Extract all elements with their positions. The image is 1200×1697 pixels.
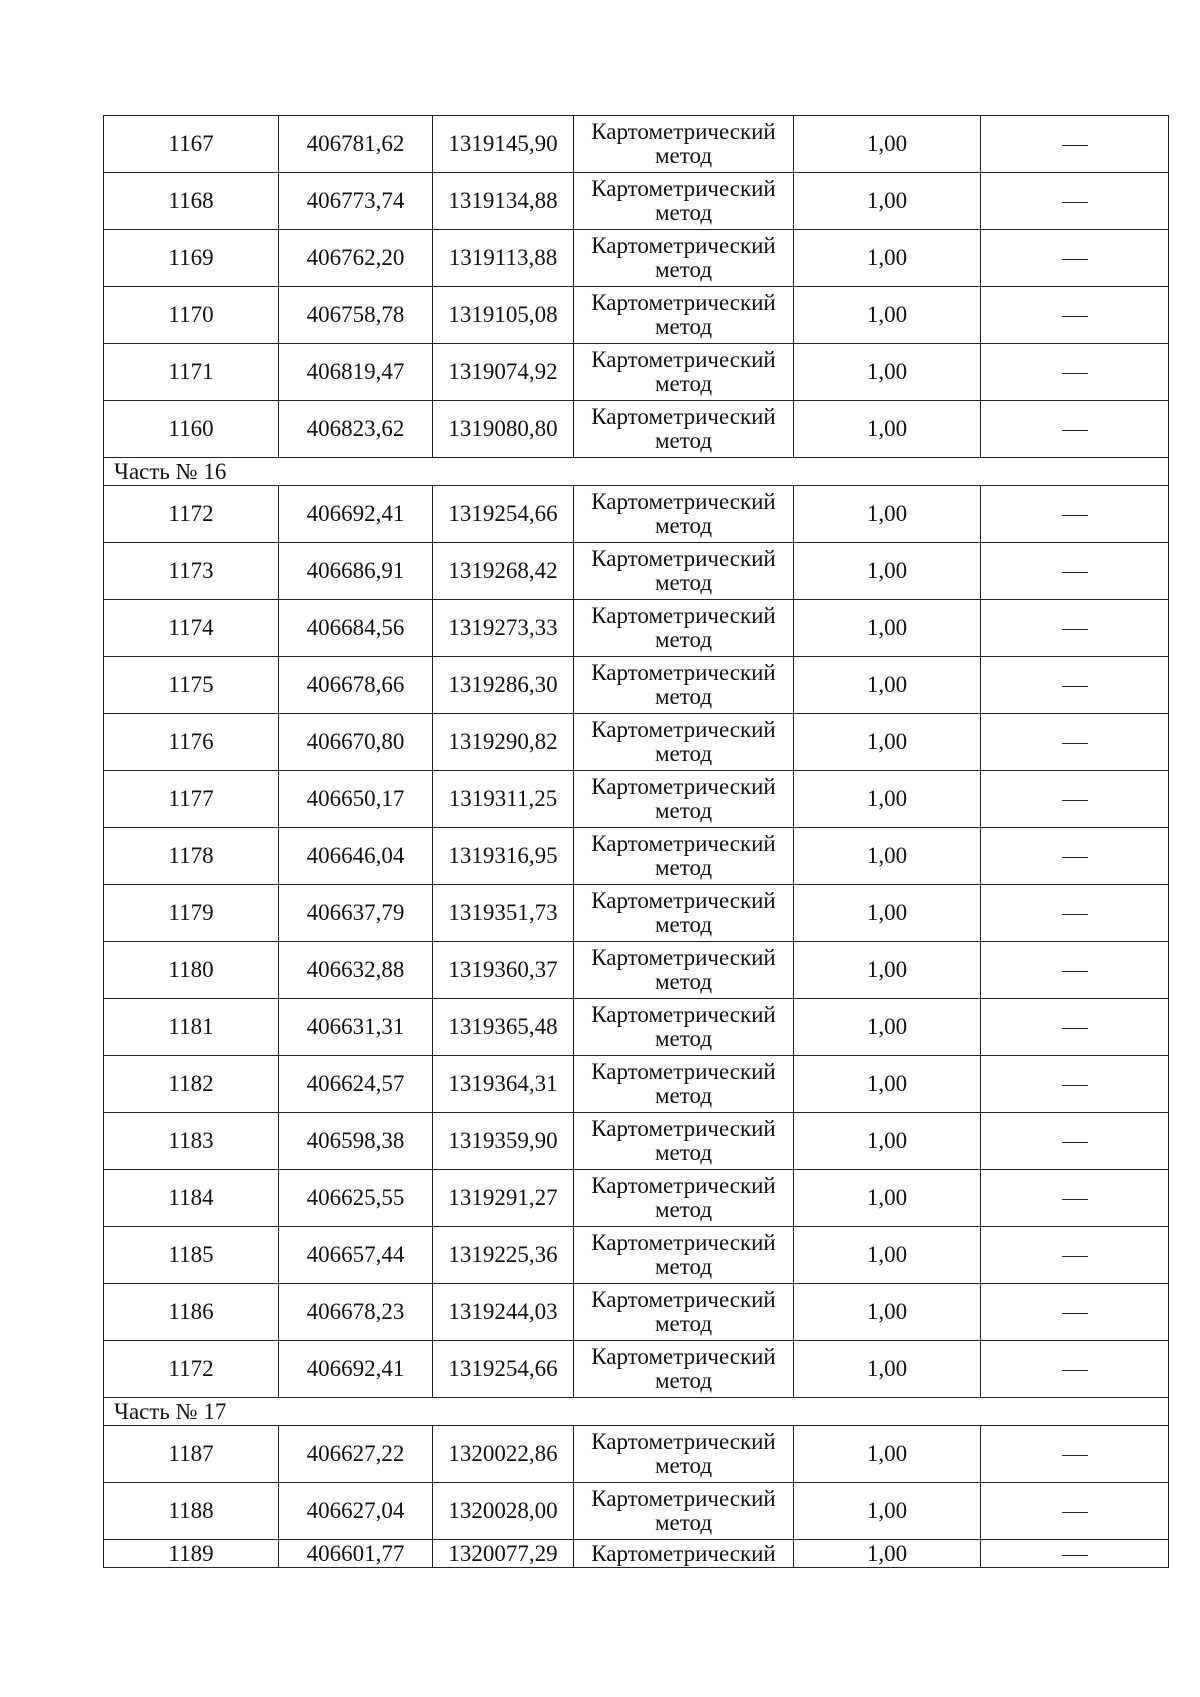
accuracy-cell: 1,00 (794, 885, 981, 942)
dash-icon (1062, 1199, 1088, 1200)
y-coordinate-cell: 1319225,36 (433, 1227, 574, 1284)
method-line-2: метод (654, 1026, 713, 1051)
table-row (104, 942, 1169, 999)
table-row (104, 173, 1169, 230)
description-cell (981, 942, 1169, 999)
method-line-2: метод (654, 570, 713, 595)
method-line-1: Картометрический (591, 404, 776, 429)
point-number-cell: 1172 (104, 486, 279, 543)
dash-icon (1062, 857, 1088, 858)
accuracy-cell: 1,00 (794, 1170, 981, 1227)
method-line-1: Картометрический (591, 717, 776, 742)
method-cell (574, 344, 794, 401)
accuracy-cell: 1,00 (794, 543, 981, 600)
point-number-cell: 1172 (104, 1341, 279, 1398)
accuracy-cell: 1,00 (794, 344, 981, 401)
accuracy-cell: 1,00 (794, 942, 981, 999)
x-coordinate-cell: 406598,38 (279, 1113, 433, 1170)
method-line-2: метод (654, 257, 713, 282)
method-line-2: метод (654, 912, 713, 937)
method-line-1: Картометрический (591, 1486, 776, 1511)
y-coordinate-cell: 1319080,80 (433, 401, 574, 458)
y-coordinate-cell: 1319105,08 (433, 287, 574, 344)
x-coordinate-cell: 406646,04 (279, 828, 433, 885)
method-line-2: метод (654, 1140, 713, 1165)
method-line-2: метод (654, 513, 713, 538)
point-number-cell: 1170 (104, 287, 279, 344)
x-coordinate-cell: 406819,47 (279, 344, 433, 401)
point-number-cell: 1183 (104, 1113, 279, 1170)
accuracy-cell: 1,00 (794, 401, 981, 458)
dash-icon (1062, 914, 1088, 915)
y-coordinate-cell: 1319365,48 (433, 999, 574, 1056)
x-coordinate-cell: 406762,20 (279, 230, 433, 287)
table-row (104, 999, 1169, 1056)
method-line-1: Картометрический (591, 1344, 776, 1369)
y-coordinate-cell: 1319254,66 (433, 486, 574, 543)
method-line-2: метод (654, 1254, 713, 1279)
part-label: Часть № 16 (104, 458, 1169, 486)
description-cell (981, 173, 1169, 230)
y-coordinate-cell: 1319291,27 (433, 1170, 574, 1227)
method-line-1: Картометрический (591, 290, 776, 315)
method-line-2: метод (654, 143, 713, 168)
accuracy-cell: 1,00 (794, 828, 981, 885)
dash-icon (1062, 1085, 1088, 1086)
x-coordinate-cell: 406686,91 (279, 543, 433, 600)
x-coordinate-cell: 406627,22 (279, 1426, 433, 1483)
table-row (104, 1426, 1169, 1483)
table-row (104, 230, 1169, 287)
point-number-cell: 1175 (104, 657, 279, 714)
description-cell (981, 1284, 1169, 1341)
point-number-cell: 1177 (104, 771, 279, 828)
y-coordinate-cell: 1319134,88 (433, 173, 574, 230)
accuracy-cell: 1,00 (794, 657, 981, 714)
method-cell (574, 1227, 794, 1284)
method-line-1: Картометрический (591, 176, 776, 201)
point-number-cell: 1179 (104, 885, 279, 942)
method-line-1: Картометрический (591, 831, 776, 856)
table-row (104, 116, 1169, 173)
method-cell (574, 1170, 794, 1227)
x-coordinate-cell: 406632,88 (279, 942, 433, 999)
method-line-2: метод (654, 314, 713, 339)
y-coordinate-cell: 1319145,90 (433, 116, 574, 173)
x-coordinate-cell: 406650,17 (279, 771, 433, 828)
x-coordinate-cell: 406678,23 (279, 1284, 433, 1341)
accuracy-cell: 1,00 (794, 1341, 981, 1398)
method-line-2: метод (654, 1083, 713, 1108)
method-line-1: Картометрический (591, 1287, 776, 1312)
accuracy-cell: 1,00 (794, 1540, 981, 1568)
y-coordinate-cell: 1320028,00 (433, 1483, 574, 1540)
x-coordinate-cell: 406781,62 (279, 116, 433, 173)
dash-icon (1062, 1313, 1088, 1314)
table-row (104, 1227, 1169, 1284)
method-cell (574, 657, 794, 714)
part-header-row (104, 1398, 1169, 1426)
method-line-1: Картометрический (591, 603, 776, 628)
method-cell (574, 771, 794, 828)
method-line-2: метод (654, 200, 713, 225)
description-cell (981, 828, 1169, 885)
dash-icon (1062, 800, 1088, 801)
method-line-2: метод (654, 1510, 713, 1535)
dash-icon (1062, 1455, 1088, 1456)
y-coordinate-cell: 1320022,86 (433, 1426, 574, 1483)
x-coordinate-cell: 406684,56 (279, 600, 433, 657)
dash-icon (1062, 259, 1088, 260)
point-number-cell: 1171 (104, 344, 279, 401)
y-coordinate-cell: 1319113,88 (433, 230, 574, 287)
method-cell (574, 1284, 794, 1341)
table-row (104, 543, 1169, 600)
method-line-1: Картометрический (591, 888, 776, 913)
y-coordinate-cell: 1319359,90 (433, 1113, 574, 1170)
method-cell (574, 1341, 794, 1398)
x-coordinate-cell: 406823,62 (279, 401, 433, 458)
x-coordinate-cell: 406625,55 (279, 1170, 433, 1227)
table-row (104, 714, 1169, 771)
point-number-cell: 1186 (104, 1284, 279, 1341)
x-coordinate-cell: 406624,57 (279, 1056, 433, 1113)
dash-icon (1062, 202, 1088, 203)
dash-icon (1062, 430, 1088, 431)
table-row (104, 1341, 1169, 1398)
method-line-1: Картометрический (591, 489, 776, 514)
method-line-1: Картометрический (591, 119, 776, 144)
point-number-cell: 1169 (104, 230, 279, 287)
method-cell (574, 401, 794, 458)
y-coordinate-cell: 1319254,66 (433, 1341, 574, 1398)
description-cell (981, 116, 1169, 173)
method-line-1: Картометрический (591, 945, 776, 970)
table-row (104, 828, 1169, 885)
dash-icon (1062, 1028, 1088, 1029)
accuracy-cell: 1,00 (794, 714, 981, 771)
table-row (104, 486, 1169, 543)
accuracy-cell: 1,00 (794, 287, 981, 344)
method-cell (574, 828, 794, 885)
table-row (104, 771, 1169, 828)
description-cell (981, 1540, 1169, 1568)
method-line-2: метод (654, 371, 713, 396)
x-coordinate-cell: 406670,80 (279, 714, 433, 771)
method-line-2: метод (654, 1197, 713, 1222)
dash-icon (1062, 1142, 1088, 1143)
method-line-1: Картометрический (591, 660, 776, 685)
method-cell (574, 999, 794, 1056)
accuracy-cell: 1,00 (794, 116, 981, 173)
y-coordinate-cell: 1319311,25 (433, 771, 574, 828)
description-cell (981, 1483, 1169, 1540)
description-cell (981, 600, 1169, 657)
description-cell (981, 1426, 1169, 1483)
method-cell (574, 230, 794, 287)
description-cell (981, 344, 1169, 401)
x-coordinate-cell: 406758,78 (279, 287, 433, 344)
method-cell (574, 600, 794, 657)
y-coordinate-cell: 1319286,30 (433, 657, 574, 714)
dash-icon (1062, 1370, 1088, 1371)
dash-icon (1062, 1555, 1088, 1556)
point-number-cell: 1187 (104, 1426, 279, 1483)
method-line-1: Картометрический (591, 1429, 776, 1454)
dash-icon (1062, 373, 1088, 374)
point-number-cell: 1168 (104, 173, 279, 230)
description-cell (981, 230, 1169, 287)
point-number-cell: 1185 (104, 1227, 279, 1284)
accuracy-cell: 1,00 (794, 486, 981, 543)
x-coordinate-cell: 406601,77 (279, 1540, 433, 1568)
method-line-1: Картометрический (591, 233, 776, 258)
method-line-1: Картометрический (591, 1173, 776, 1198)
table-row (104, 1483, 1169, 1540)
accuracy-cell: 1,00 (794, 771, 981, 828)
point-number-cell: 1181 (104, 999, 279, 1056)
method-line-2: метод (654, 798, 713, 823)
method-cell (574, 1056, 794, 1113)
table-row (104, 1540, 1169, 1568)
y-coordinate-cell: 1319268,42 (433, 543, 574, 600)
point-number-cell: 1180 (104, 942, 279, 999)
accuracy-cell: 1,00 (794, 1426, 981, 1483)
y-coordinate-cell: 1319364,31 (433, 1056, 574, 1113)
method-cell (574, 714, 794, 771)
accuracy-cell: 1,00 (794, 1227, 981, 1284)
x-coordinate-cell: 406678,66 (279, 657, 433, 714)
method-cell (574, 543, 794, 600)
description-cell (981, 1113, 1169, 1170)
dash-icon (1062, 1256, 1088, 1257)
method-cell (574, 1426, 794, 1483)
description-cell (981, 486, 1169, 543)
description-cell (981, 287, 1169, 344)
method-line-1: Картометрический (591, 1002, 776, 1027)
y-coordinate-cell: 1319316,95 (433, 828, 574, 885)
y-coordinate-cell: 1319360,37 (433, 942, 574, 999)
part-header-row (104, 458, 1169, 486)
coordinates-table-body (104, 116, 1169, 1568)
x-coordinate-cell: 406692,41 (279, 486, 433, 543)
dash-icon (1062, 1512, 1088, 1513)
method-cell (574, 486, 794, 543)
accuracy-cell: 1,00 (794, 1056, 981, 1113)
method-cell (574, 1113, 794, 1170)
method-line-2: метод (654, 627, 713, 652)
description-cell (981, 401, 1169, 458)
y-coordinate-cell: 1319244,03 (433, 1284, 574, 1341)
description-cell (981, 1170, 1169, 1227)
y-coordinate-cell: 1319074,92 (433, 344, 574, 401)
method-line-1: Картометрический (591, 1059, 776, 1084)
table-row (104, 600, 1169, 657)
accuracy-cell: 1,00 (794, 173, 981, 230)
x-coordinate-cell: 406637,79 (279, 885, 433, 942)
table-row (104, 1284, 1169, 1341)
point-number-cell: 1160 (104, 401, 279, 458)
method-line-2: метод (654, 684, 713, 709)
method-cell (574, 942, 794, 999)
table-row (104, 401, 1169, 458)
accuracy-cell: 1,00 (794, 230, 981, 287)
accuracy-cell: 1,00 (794, 1483, 981, 1540)
dash-icon (1062, 316, 1088, 317)
method-cell (574, 116, 794, 173)
y-coordinate-cell: 1319351,73 (433, 885, 574, 942)
method-line-1: Картометрический (591, 1230, 776, 1255)
dash-icon (1062, 629, 1088, 630)
dash-icon (1062, 145, 1088, 146)
method-line-2: метод (654, 1311, 713, 1336)
coordinates-table (103, 115, 1169, 1568)
point-number-cell: 1182 (104, 1056, 279, 1113)
method-line-1: Картометрический (591, 774, 776, 799)
description-cell (981, 714, 1169, 771)
y-coordinate-cell: 1319290,82 (433, 714, 574, 771)
method-line-1: Картометрический (591, 347, 776, 372)
accuracy-cell: 1,00 (794, 999, 981, 1056)
description-cell (981, 1056, 1169, 1113)
x-coordinate-cell: 406627,04 (279, 1483, 433, 1540)
method-cell (574, 287, 794, 344)
method-cell (574, 1483, 794, 1540)
x-coordinate-cell: 406657,44 (279, 1227, 433, 1284)
point-number-cell: 1178 (104, 828, 279, 885)
point-number-cell: 1189 (104, 1540, 279, 1568)
method-cell (574, 885, 794, 942)
y-coordinate-cell: 1319273,33 (433, 600, 574, 657)
method-cell (574, 1540, 794, 1568)
accuracy-cell: 1,00 (794, 1284, 981, 1341)
method-line-2: метод (654, 428, 713, 453)
method-line-2: метод (654, 855, 713, 880)
x-coordinate-cell: 406773,74 (279, 173, 433, 230)
point-number-cell: 1174 (104, 600, 279, 657)
table-row (104, 344, 1169, 401)
dash-icon (1062, 515, 1088, 516)
method-line-2: метод (654, 969, 713, 994)
method-line-2: метод (654, 1453, 713, 1478)
x-coordinate-cell: 406631,31 (279, 999, 433, 1056)
method-cell (574, 173, 794, 230)
method-line-1: Картометрический (591, 546, 776, 571)
description-cell (981, 543, 1169, 600)
dash-icon (1062, 572, 1088, 573)
method-line-2: метод (654, 1368, 713, 1393)
dash-icon (1062, 743, 1088, 744)
point-number-cell: 1188 (104, 1483, 279, 1540)
table-row (104, 1170, 1169, 1227)
description-cell (981, 771, 1169, 828)
dash-icon (1062, 971, 1088, 972)
table-row (104, 1056, 1169, 1113)
accuracy-cell: 1,00 (794, 1113, 981, 1170)
table-row (104, 287, 1169, 344)
method-line-2: метод (654, 741, 713, 766)
description-cell (981, 885, 1169, 942)
table-row (104, 657, 1169, 714)
description-cell (981, 657, 1169, 714)
method-line-1: Картометрический (591, 1116, 776, 1141)
x-coordinate-cell: 406692,41 (279, 1341, 433, 1398)
point-number-cell: 1184 (104, 1170, 279, 1227)
description-cell (981, 1341, 1169, 1398)
dash-icon (1062, 686, 1088, 687)
part-label: Часть № 17 (104, 1398, 1169, 1426)
table-row (104, 1113, 1169, 1170)
point-number-cell: 1173 (104, 543, 279, 600)
table-row (104, 885, 1169, 942)
method-line-1: Картометрический (591, 1540, 776, 1566)
point-number-cell: 1167 (104, 116, 279, 173)
point-number-cell: 1176 (104, 714, 279, 771)
description-cell (981, 999, 1169, 1056)
accuracy-cell: 1,00 (794, 600, 981, 657)
description-cell (981, 1227, 1169, 1284)
y-coordinate-cell: 1320077,29 (433, 1540, 574, 1568)
